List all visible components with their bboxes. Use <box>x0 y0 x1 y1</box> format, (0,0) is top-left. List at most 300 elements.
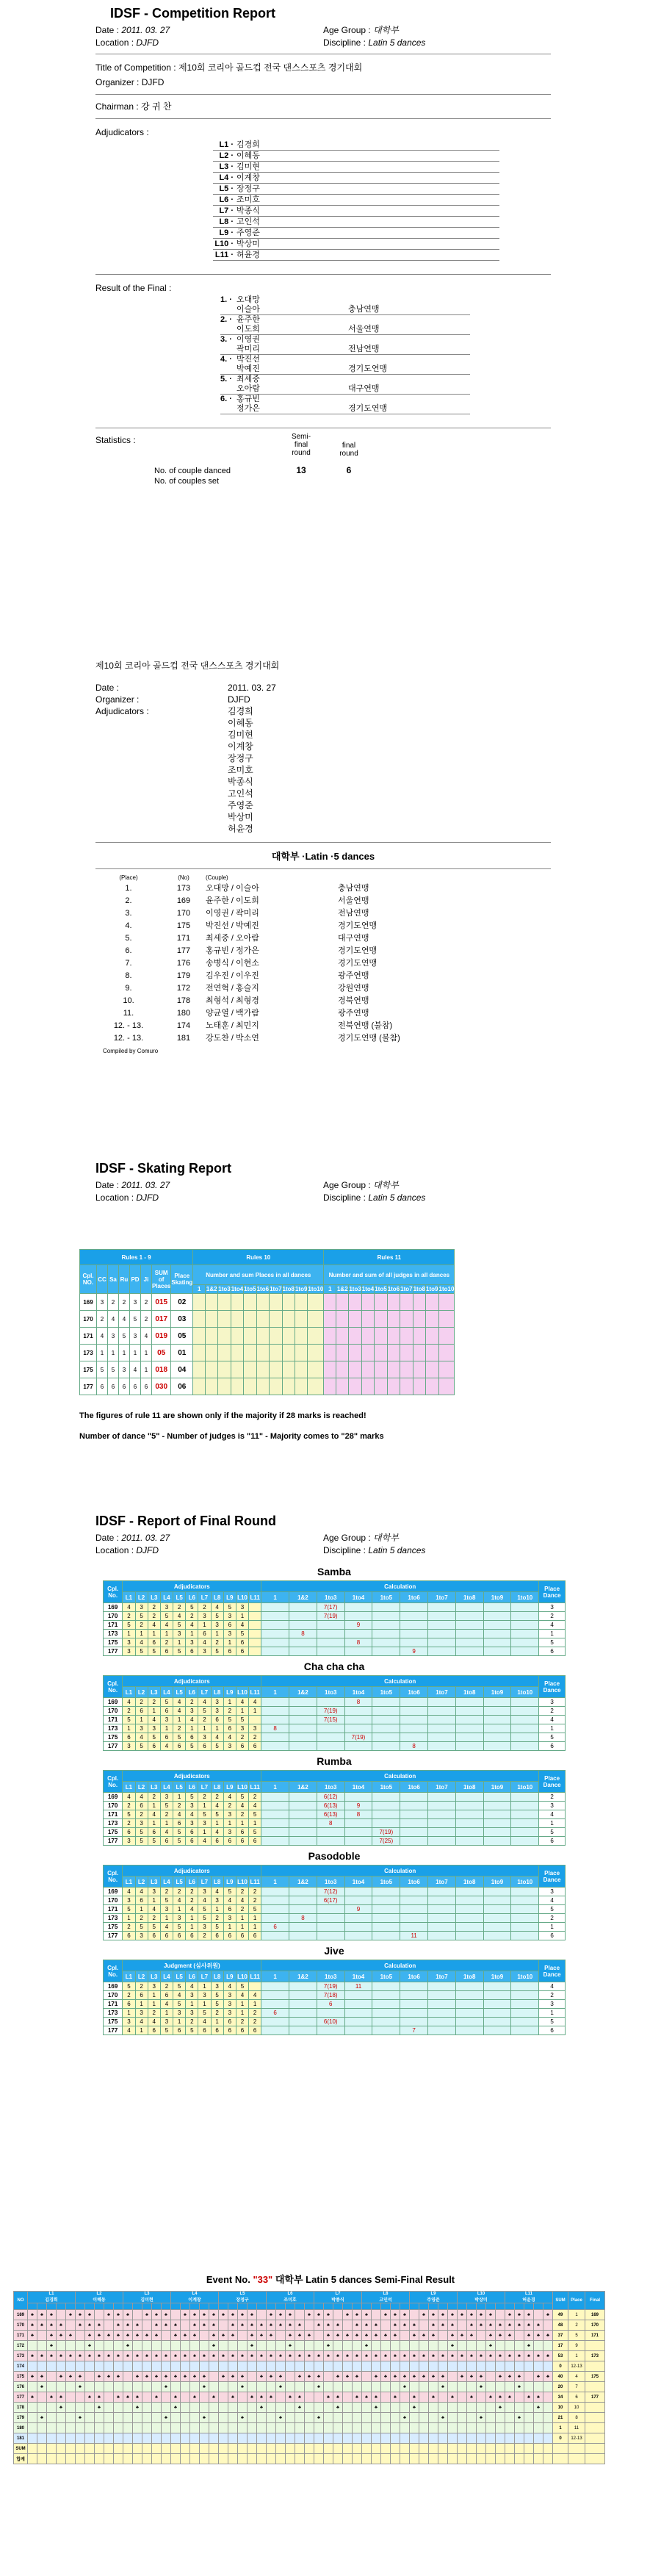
semifinal-mark-cell <box>353 2372 362 2382</box>
calc-col-header: 1to5 <box>372 1877 400 1888</box>
judge-name: 김미현 <box>140 2298 153 2303</box>
semifinal-mark-cell <box>114 2320 123 2331</box>
rule11-cell <box>413 1311 425 1328</box>
judge-mark: 4 <box>173 1707 186 1716</box>
semifinal-mark-cell <box>496 2331 505 2341</box>
semifinal-final-no <box>585 2361 605 2372</box>
semifinal-mark-cell <box>381 2413 391 2423</box>
semifinal-mark: ♣ <box>327 2343 330 2348</box>
semifinal-mark-cell <box>200 2351 209 2361</box>
result-place: 3. <box>125 909 132 918</box>
semifinal-mark-cell <box>333 2413 343 2423</box>
semifinal-mark: ♣ <box>270 2395 272 2400</box>
semifinal-mark-cell <box>372 2454 381 2464</box>
semifinal-mark-cell <box>419 2320 429 2331</box>
result-federation: 서울연맹 <box>338 896 369 905</box>
semifinal-mark-cell <box>104 2341 114 2351</box>
dance-row <box>104 1982 566 1991</box>
judge-name: 허윤경 <box>522 2298 535 2303</box>
semifinal-mark: ♣ <box>79 2353 82 2359</box>
semifinal-mark: ♣ <box>241 2415 244 2420</box>
skating-header-row <box>80 1250 455 1265</box>
semifinal-mark-cell <box>104 2361 114 2372</box>
semifinal-mark-cell <box>534 2423 543 2433</box>
semifinal-mark-cell <box>419 2382 429 2392</box>
calc-cell <box>483 1810 511 1819</box>
calc-col-header: 1to4 <box>344 1592 372 1603</box>
semifinal-mark-cell <box>228 2403 238 2413</box>
calc-cell <box>289 1716 317 1724</box>
calc-cell <box>483 1837 511 1846</box>
skating-col-header: Place Skating <box>171 1265 193 1294</box>
semifinal-dance-col <box>66 2303 76 2310</box>
semifinal-mark-cell <box>228 2413 238 2423</box>
semifinal-mark-cell <box>372 2351 381 2361</box>
judge-mark: 4 <box>186 1982 198 1991</box>
calc-cell <box>261 1888 289 1896</box>
calc-cell <box>511 1932 539 1940</box>
semifinal-mark-cell <box>496 2341 505 2351</box>
judge-col-header: L4 <box>160 1877 173 1888</box>
semifinal-mark-cell <box>57 2444 66 2454</box>
semifinal-mark-cell <box>57 2361 66 2372</box>
calc-cell <box>428 1932 456 1940</box>
calc-cell <box>428 1810 456 1819</box>
results-title: 제10회 코리아 골드컵 전국 댄스스포츠 경기대회 <box>95 661 280 671</box>
semifinal-mark: ♣ <box>355 2395 358 2400</box>
rule10-cell <box>244 1311 256 1328</box>
judge-mark: 1 <box>173 1793 186 1802</box>
semifinal-mark-cell <box>248 2341 257 2351</box>
calc-cell <box>455 1837 483 1846</box>
calc-cell: 7(25) <box>372 1837 400 1846</box>
semifinal-mark: ♣ <box>499 2333 502 2338</box>
semifinal-mark-cell <box>505 2351 515 2361</box>
calc-cell <box>344 1603 372 1612</box>
semifinal-mark-cell <box>152 2372 162 2382</box>
semifinal-mark-cell <box>76 2423 85 2433</box>
judge-name: 박상미 <box>474 2298 488 2303</box>
semifinal-mark: ♣ <box>69 2333 72 2338</box>
judge-mark: 5 <box>173 1621 186 1630</box>
calc-cell <box>261 1991 289 2000</box>
dance-subheader-row <box>104 1687 566 1698</box>
result-place: 8. <box>125 971 132 980</box>
judge-mark: 1 <box>211 1819 223 1828</box>
result-couple: 최형석 / 최형경 <box>206 996 259 1005</box>
dance-couple-no: 175 <box>104 2018 123 2026</box>
semifinal-mark: ♣ <box>365 2343 368 2348</box>
calc-cell <box>289 1603 317 1612</box>
semifinal-mark: ♣ <box>98 2333 101 2338</box>
semifinal-mark: ♣ <box>422 2333 425 2338</box>
rule11-cell <box>438 1378 455 1395</box>
place-dance-header: Place Dance <box>539 1581 566 1603</box>
rule10-cell <box>270 1294 282 1311</box>
calc-col-header: 1to7 <box>428 1782 456 1793</box>
judge-mark: 5 <box>135 1923 148 1932</box>
calc-cell <box>428 1896 456 1905</box>
rule11-cell <box>387 1345 400 1361</box>
judge-col-header: L9 <box>223 1687 236 1698</box>
semifinal-mark-cell <box>209 2444 219 2454</box>
semifinal-mark-cell <box>114 2444 123 2454</box>
semifinal-mark-cell <box>477 2351 486 2361</box>
semifinal-mark: ♣ <box>88 2323 91 2328</box>
semifinal-mark-cell <box>324 2392 333 2403</box>
semifinal-mark-cell <box>381 2433 391 2444</box>
semifinal-mark-cell <box>28 2361 37 2372</box>
semifinal-mark-cell <box>343 2351 353 2361</box>
judge-mark: 4 <box>236 1991 248 2000</box>
semifinal-mark-cell <box>515 2403 524 2413</box>
judge-key: L9 <box>430 2292 436 2296</box>
semifinal-final-no <box>585 2382 605 2392</box>
final-place: 2. · <box>220 315 232 324</box>
semifinal-mark-cell <box>238 2310 248 2320</box>
semifinal-mark-cell <box>28 2454 37 2464</box>
judge-mark: 3 <box>173 1630 186 1638</box>
semifinal-mark-cell <box>467 2320 477 2331</box>
semifinal-mark-cell <box>400 2310 410 2320</box>
calc-cell <box>400 1888 428 1896</box>
semifinal-mark-cell <box>142 2331 152 2341</box>
dance-row <box>104 1896 566 1905</box>
semifinal-mark-cell <box>152 2351 162 2361</box>
semifinal-mark: ♣ <box>59 2395 62 2400</box>
judge-mark: 4 <box>160 1621 173 1630</box>
skating-dance-place: 4 <box>141 1328 152 1345</box>
semifinal-mark-cell <box>66 2351 76 2361</box>
semifinal-mark: ♣ <box>59 2353 62 2359</box>
semifinal-mark-cell <box>391 2413 400 2423</box>
semifinal-mark: ♣ <box>527 2343 530 2348</box>
calc-col-header: 1 <box>261 1782 289 1793</box>
calc-col-header: 1to4 <box>344 1971 372 1982</box>
judge-mark: 5 <box>160 2026 173 2035</box>
semifinal-mark-cell <box>257 2392 267 2403</box>
judge-mark: 3 <box>223 1828 236 1837</box>
calc-cell <box>289 1991 317 2000</box>
semifinal-mark-cell <box>114 2454 123 2464</box>
semifinal-mark: ♣ <box>145 2333 148 2338</box>
semifinal-mark-cell <box>477 2310 486 2320</box>
semifinal-mark-cell <box>467 2403 477 2413</box>
semifinal-mark-cell <box>400 2403 410 2413</box>
rule10-cell <box>231 1378 243 1395</box>
semifinal-final-no: 175 <box>585 2372 605 2382</box>
adjudicator-key: L6 · <box>219 195 234 204</box>
semifinal-mark-cell <box>391 2433 400 2444</box>
adjudicators-header: Adjudicators <box>123 1771 261 1782</box>
judge-mark: 2 <box>148 1612 160 1621</box>
calc-cell <box>289 1905 317 1914</box>
calc-cell <box>372 1698 400 1707</box>
semifinal-mark: ♣ <box>79 2384 82 2389</box>
calc-cell <box>344 1991 372 2000</box>
rule11-cell <box>438 1311 455 1328</box>
semifinal-mark: ♣ <box>403 2312 406 2317</box>
judge-col-header: L8 <box>211 1971 223 1982</box>
semifinal-mark-cell <box>458 2392 467 2403</box>
calc-cell <box>344 2009 372 2018</box>
semifinal-mark-cell <box>381 2320 391 2331</box>
semifinal-mark-cell <box>66 2341 76 2351</box>
semifinal-mark-cell <box>248 2403 257 2413</box>
judge-mark: 5 <box>123 1621 135 1630</box>
judge-mark: 4 <box>148 1810 160 1819</box>
semifinal-mark: ♣ <box>155 2353 158 2359</box>
semifinal-mark-cell <box>228 2320 238 2331</box>
judge-mark: 6 <box>223 2018 236 2026</box>
semifinal-mark-cell <box>391 2331 400 2341</box>
semifinal-mark: ♣ <box>40 2312 43 2317</box>
semifinal-mark-cell <box>381 2454 391 2464</box>
calc-cell <box>483 1991 511 2000</box>
judge-mark: 1 <box>198 1982 211 1991</box>
judge-mark: 2 <box>173 1888 186 1896</box>
semifinal-mark: ♣ <box>50 2353 53 2359</box>
judge-mark: 6 <box>135 1896 148 1905</box>
adjudicator-name: 주영준 <box>236 229 260 237</box>
calc-cell <box>400 2009 428 2018</box>
skating-place: 05 <box>171 1328 193 1345</box>
calc-cell <box>261 1638 289 1647</box>
calc-col-header: 1to7 <box>428 1687 456 1698</box>
semifinal-mark: ♣ <box>489 2353 492 2359</box>
semifinal-mark: ♣ <box>384 2333 387 2338</box>
rule10-cell <box>193 1361 206 1378</box>
semifinal-mark-cell <box>353 2423 362 2433</box>
semifinal-mark-cell <box>477 2361 486 2372</box>
semifinal-mark-cell <box>286 2403 295 2413</box>
rule10-cell <box>193 1328 206 1345</box>
adjudicator-key: L10 · <box>214 240 234 248</box>
semifinal-mark-cell <box>429 2320 438 2331</box>
rule11-cell <box>361 1328 374 1345</box>
semifinal-mark-cell <box>496 2310 505 2320</box>
semifinal-mark-cell <box>324 2351 333 2361</box>
semifinal-couple-no: 170 <box>14 2320 28 2331</box>
rule11-cell <box>336 1378 349 1395</box>
semifinal-mark-cell <box>353 2392 362 2403</box>
dance-row <box>104 1888 566 1896</box>
judge-mark: 2 <box>249 2009 261 2018</box>
semifinal-mark-cell <box>162 2331 171 2341</box>
semifinal-dance-col <box>314 2303 324 2310</box>
rule10-cell <box>270 1378 282 1395</box>
rules-10-header: Rules 10 <box>193 1250 324 1265</box>
semifinal-mark: ♣ <box>403 2353 406 2359</box>
semifinal-mark-cell <box>114 2331 123 2341</box>
judge-col-header: L11 <box>249 1971 261 1982</box>
semifinal-mark-cell <box>496 2413 505 2423</box>
semifinal-dance-col <box>410 2303 419 2310</box>
semifinal-mark-cell <box>190 2454 200 2464</box>
semifinal-mark: ♣ <box>480 2384 483 2389</box>
semifinal-mark-cell <box>133 2351 142 2361</box>
semifinal-mark-cell <box>133 2331 142 2341</box>
semifinal-mark-cell <box>142 2423 152 2433</box>
calc-cell <box>428 1630 456 1638</box>
calc-cell <box>511 1819 539 1828</box>
judge-mark: 4 <box>249 1802 261 1810</box>
calc-cell <box>400 2018 428 2026</box>
semifinal-mark-cell <box>343 2403 353 2413</box>
calc-col-header: 1to10 <box>511 1782 539 1793</box>
semifinal-couple-no: 합계 <box>14 2454 28 2464</box>
couple-no-header: Cpl. No. <box>104 1676 123 1698</box>
semifinal-mark-cell <box>257 2423 267 2433</box>
semifinal-mark: ♣ <box>155 2374 158 2379</box>
judge-mark: 5 <box>186 1603 198 1612</box>
semifinal-mark: ♣ <box>79 2374 82 2379</box>
semifinal-mark-cell <box>448 2341 458 2351</box>
semifinal-sum: 10 <box>553 2403 568 2413</box>
judge-mark: 6 <box>173 2026 186 2035</box>
semifinal-mark: ♣ <box>546 2333 549 2338</box>
judge-mark: 2 <box>123 1819 135 1828</box>
calc-cell <box>511 1603 539 1612</box>
dance-couple-no: 171 <box>104 1810 123 1819</box>
semifinal-mark-cell <box>486 2331 496 2341</box>
semifinal-mark-cell <box>333 2361 343 2372</box>
semifinal-mark: ♣ <box>203 2384 206 2389</box>
calc-cell <box>455 1793 483 1802</box>
calc-col-header: 1to10 <box>511 1971 539 1982</box>
semifinal-mark-cell <box>515 2361 524 2372</box>
semifinal-mark: ♣ <box>308 2333 311 2338</box>
dance-row <box>104 2009 566 2018</box>
calc-col-header: 1to4 <box>344 1877 372 1888</box>
semifinal-mark-cell <box>190 2423 200 2433</box>
calc-col-header: 1to7 <box>428 1592 456 1603</box>
rule11-cell <box>413 1345 425 1361</box>
semifinal-mark-cell <box>305 2433 314 2444</box>
semifinal-mark-cell <box>286 2331 295 2341</box>
judge-mark: 2 <box>249 1733 261 1742</box>
adjudicator-name: 박종식 <box>236 206 260 215</box>
adjudicator-key: L7 · <box>219 206 234 215</box>
semifinal-mark: ♣ <box>413 2405 416 2410</box>
stats-col-final: final round <box>339 442 358 458</box>
chairman-row: Chairman : 강 귀 찬 <box>95 101 172 112</box>
calc-cell: 7(19) <box>372 1828 400 1837</box>
semifinal-mark-cell <box>314 2382 324 2392</box>
semifinal-mark-cell <box>524 2392 534 2403</box>
semifinal-mark-cell <box>57 2433 66 2444</box>
skating-subcol: 1to5 <box>375 1286 387 1292</box>
calc-cell <box>261 1742 289 1751</box>
judge-mark: 5 <box>236 1793 248 1802</box>
semifinal-mark-cell <box>190 2310 200 2320</box>
dance-table <box>103 1675 566 1751</box>
calc-cell <box>400 1828 428 1837</box>
calc-col-header: 1to6 <box>400 1687 428 1698</box>
semifinal-final-no: 171 <box>585 2331 605 2341</box>
rule11-cell <box>361 1361 374 1378</box>
judge-mark: 1 <box>123 1630 135 1638</box>
calc-cell: 7(19) <box>317 1612 344 1621</box>
judge-mark: 4 <box>148 1716 160 1724</box>
skating-subcol: 1 <box>193 1285 206 1294</box>
rule10-cell <box>193 1345 206 1361</box>
judge-mark: 3 <box>148 1888 160 1896</box>
dance-place: 5 <box>539 1638 566 1647</box>
result-number: 173 <box>176 884 191 893</box>
skating-dance-place: 2 <box>108 1294 119 1311</box>
semifinal-couple-no: 174 <box>14 2361 28 2372</box>
judge-mark: 4 <box>135 1733 148 1742</box>
result-federation: 경기도연맹 (불참) <box>338 1034 400 1043</box>
semifinal-mark: ♣ <box>231 2312 234 2317</box>
semifinal-mark: ♣ <box>451 2333 454 2338</box>
judge-mark: 4 <box>223 1896 236 1905</box>
calc-col-header: 1to5 <box>372 1687 400 1698</box>
semifinal-mark-cell <box>505 2423 515 2433</box>
semifinal-mark-cell <box>209 2382 219 2392</box>
semifinal-mark-cell <box>276 2454 286 2464</box>
semifinal-mark-cell <box>438 2382 448 2392</box>
semifinal-row <box>14 2372 605 2382</box>
semifinal-mark-cell <box>314 2310 324 2320</box>
judge-mark: 2 <box>148 1914 160 1923</box>
semifinal-mark-cell <box>314 2351 324 2361</box>
semifinal-mark-cell <box>142 2444 152 2454</box>
dance-couple-no: 173 <box>104 1724 123 1733</box>
judge-mark: 1 <box>160 2009 173 2018</box>
semifinal-mark-cell <box>362 2351 372 2361</box>
semifinal-mark-cell <box>505 2444 515 2454</box>
semifinal-mark: ♣ <box>174 2323 177 2328</box>
judge-mark: 6 <box>186 1647 198 1656</box>
calc-cell <box>372 1742 400 1751</box>
final-partner: 정가은 <box>236 404 260 413</box>
judge-mark: 3 <box>211 1896 223 1905</box>
adjudicator-key: L8 · <box>219 217 234 226</box>
judge-mark: 2 <box>186 1698 198 1707</box>
semifinal-mark-cell <box>37 2444 47 2454</box>
rule10-cell <box>270 1328 282 1345</box>
semifinal-mark-cell <box>515 2433 524 2444</box>
judge-mark: 3 <box>160 1793 173 1802</box>
semifinal-mark-cell <box>142 2454 152 2464</box>
judge-mark: 6 <box>123 1828 135 1837</box>
rule11-cell <box>438 1328 455 1345</box>
semifinal-mark-cell <box>286 2433 295 2444</box>
semifinal-mark-cell <box>410 2392 419 2403</box>
semifinal-mark-cell <box>37 2341 47 2351</box>
semifinal-mark-cell <box>57 2341 66 2351</box>
semifinal-mark-cell <box>276 2320 286 2331</box>
judge-mark: 1 <box>249 2000 261 2009</box>
judge-mark: 1 <box>236 2009 248 2018</box>
dance-couple-no: 171 <box>104 1621 123 1630</box>
semifinal-mark: ♣ <box>241 2384 244 2389</box>
calc-cell <box>455 2018 483 2026</box>
judge-col-header: L9 <box>223 1877 236 1888</box>
calc-cell <box>372 1638 400 1647</box>
judge-mark: 1 <box>135 1716 148 1724</box>
judge-mark: 5 <box>135 1647 148 1656</box>
result-couple: 전연혁 / 홍슬지 <box>206 984 259 993</box>
semifinal-mark: ♣ <box>88 2343 91 2348</box>
semifinal-mark: ♣ <box>279 2415 282 2420</box>
semifinal-mark: ♣ <box>289 2333 292 2338</box>
calc-cell <box>372 2018 400 2026</box>
semifinal-mark: ♣ <box>222 2333 225 2338</box>
calc-cell <box>455 1638 483 1647</box>
